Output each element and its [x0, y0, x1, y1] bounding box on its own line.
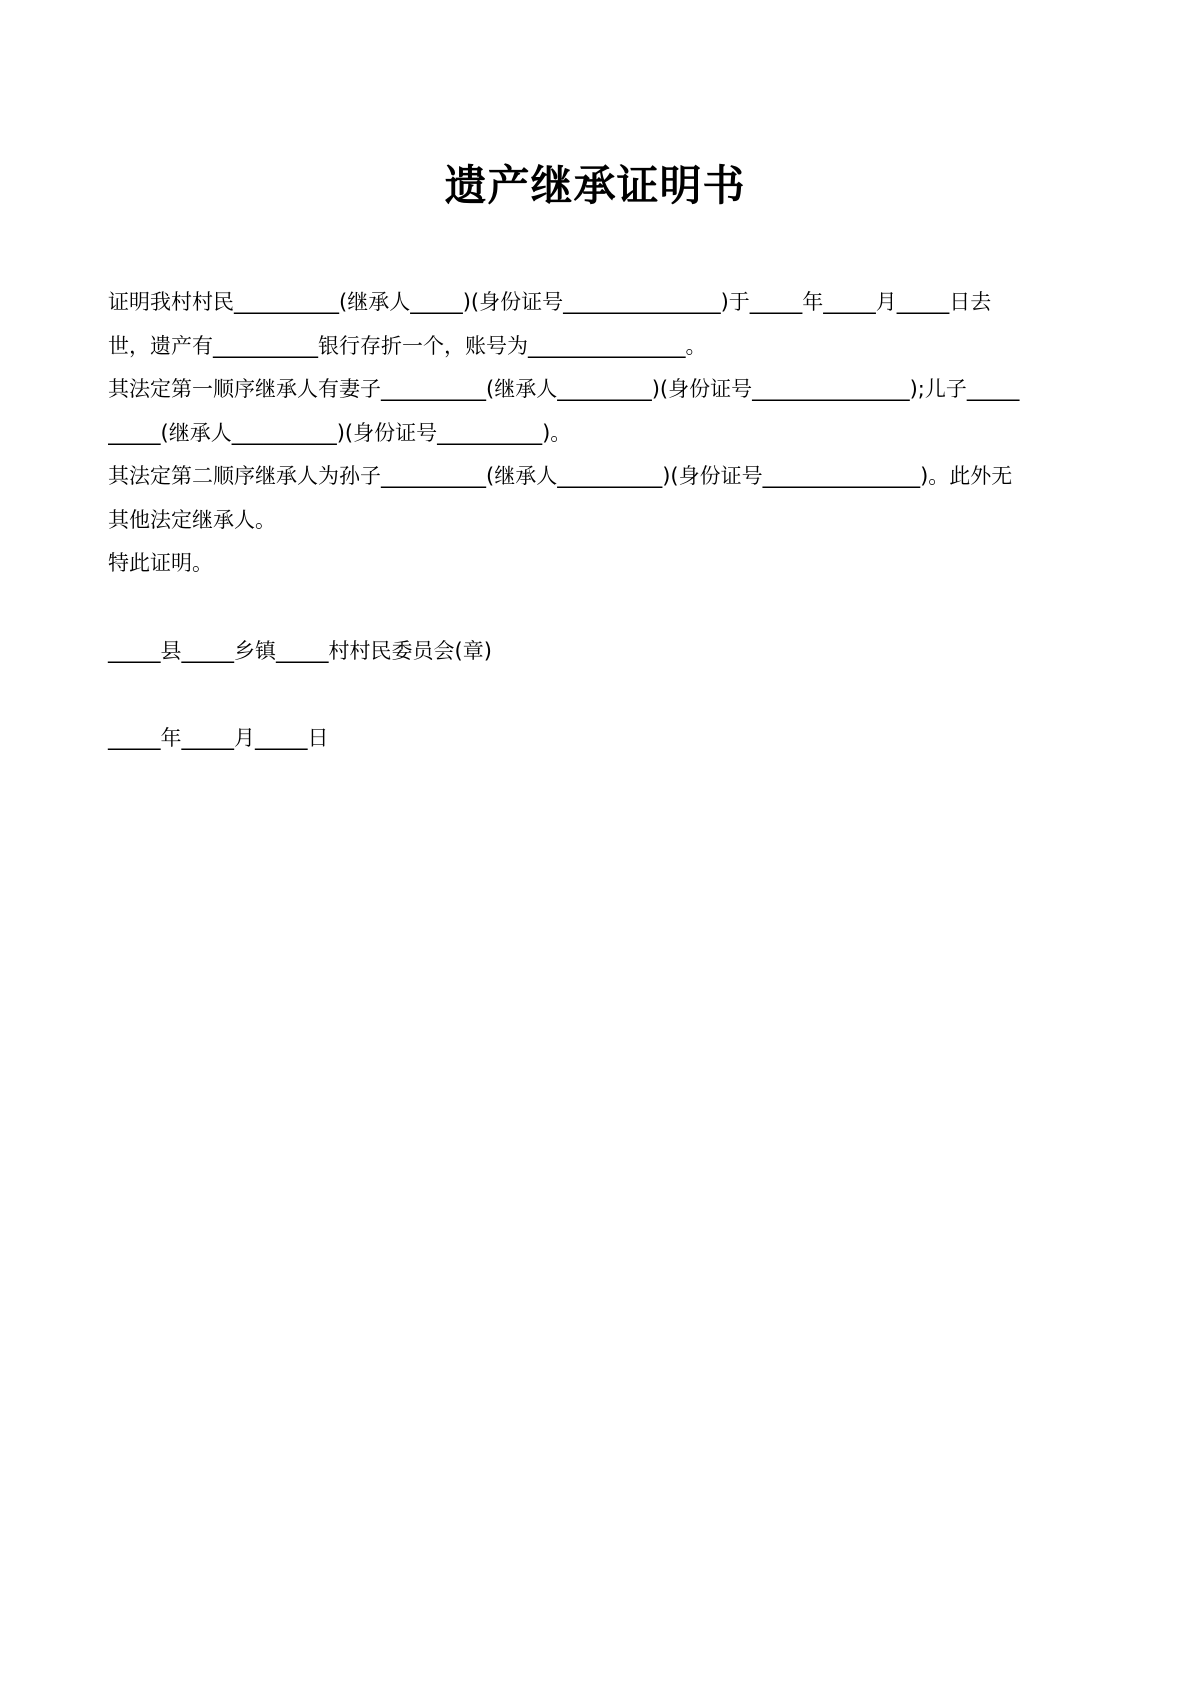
document-body [108, 281, 1088, 586]
body-line: _____(继承人__________)(身份证号__________)。 [108, 420, 572, 445]
body-line: 世，遗产有__________银行存折一个，账号为_______________。 [108, 333, 707, 358]
document-title: 遗产继承证明书 [444, 161, 746, 210]
body-line: 其他法定继承人。 [108, 507, 276, 532]
body-line: 其法定第二顺序继承人为孙子__________(继承人__________)(身份证号_______________)。此外无 [108, 464, 1013, 488]
body-line: 证明我村村民__________(继承人_____)(身份证号_______________)于_____年_____月_____日去 [108, 290, 992, 314]
date-line: _____年_____月_____日 [108, 726, 329, 750]
body-line: 其法定第一顺序继承人有妻子__________(继承人_________)(身份证号_______________);儿子_____ [108, 377, 1020, 401]
signature-line: _____县_____乡镇_____村村民委员会(章) [108, 639, 492, 663]
body-line: 特此证明。 [108, 551, 213, 575]
